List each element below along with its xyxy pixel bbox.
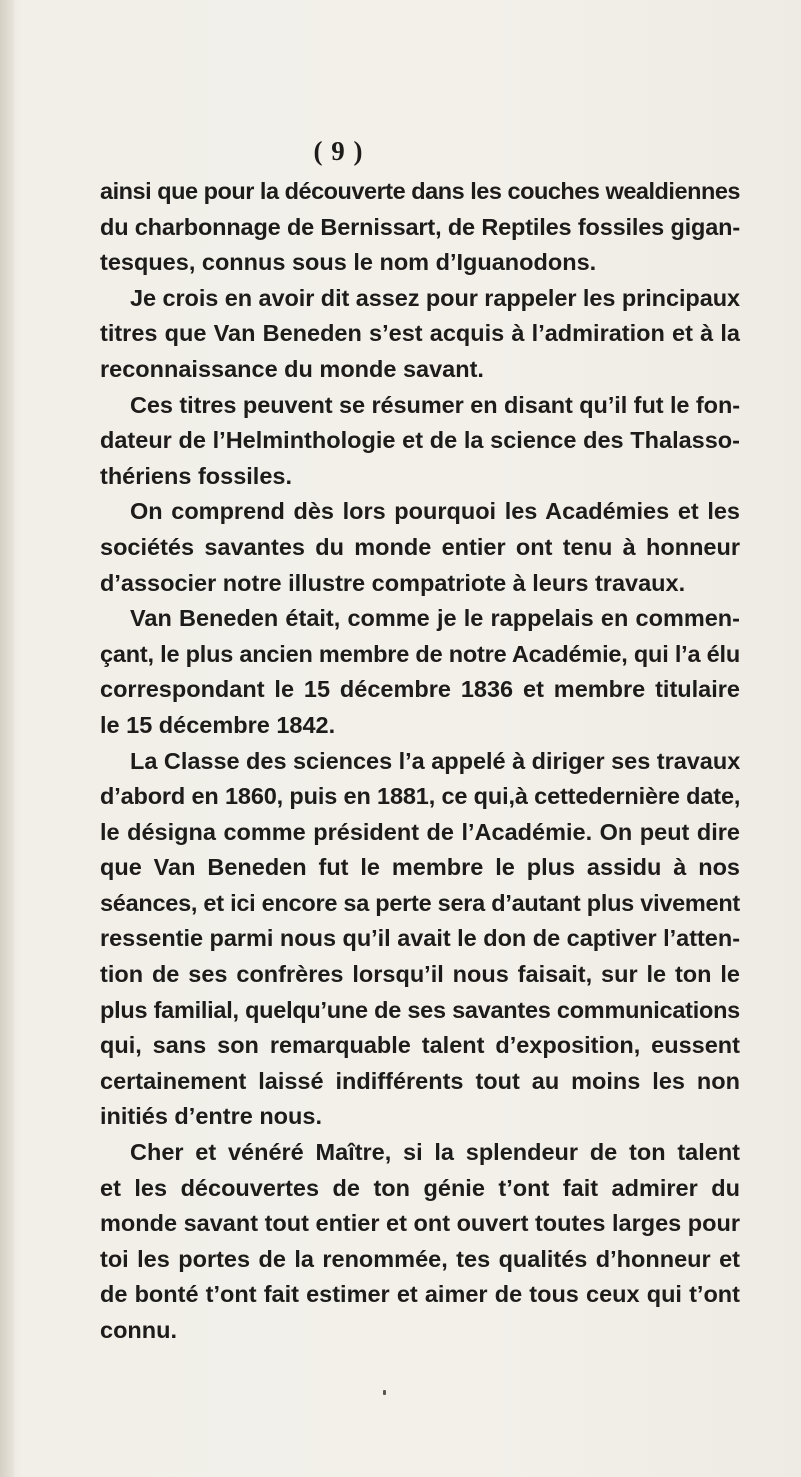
text-line: le 15 décembre 1842. [100,711,336,738]
text-line: monde savant tout entier et ont ouvert toutes larges pour [100,1210,740,1237]
text-line: reconnaissance du monde savant. [100,355,484,382]
text-line: Cher et vénéré Maître, si la splendeur de ton talent [130,1139,740,1166]
text-line: thériens fossiles. [100,462,292,489]
text-line: On comprend dès lors pourquoi les Académies et les [130,498,740,525]
text-line: La Classe des sciences l’a appelé à diriger ses travaux [130,747,741,774]
text-line: ainsi que pour la découverte dans les couches wealdiennes [100,178,741,204]
text-line: correspondant le 15 décembre 1836 et membre titulaire [100,676,740,703]
text-line: plus familial, quelqu’une de ses savantes communications [100,996,740,1023]
binding-edge [0,0,14,1477]
text-line: que Van Beneden fut le membre le plus assidu à nos [100,854,740,881]
text-line: Van Beneden était, comme je le rappelais en commen- [130,605,740,632]
text-line: tion de ses confrères lorsqu’il nous faisait, sur le ton le [100,961,740,988]
text-line: çant, le plus ancien membre de notre Académie, qui l’a élu [100,640,740,667]
text-line: et les découvertes de ton génie t’ont fait admirer du [100,1174,740,1201]
text-line: de bonté t’ont fait estimer et aimer de tous ceux qui t’ont [100,1281,740,1308]
text-line: tesques, connus sous le nom d’Iguanodons. [100,249,597,276]
text-line: sociétés savantes du monde entier ont tenu à honneur [100,533,740,560]
text-line: initiés d’entre nous. [100,1103,322,1130]
text-line: certainement laissé indifférents tout au moins les non [100,1067,740,1094]
text-line: d’abord en 1860, puis en 1881, ce qui,à cettedernière date, [100,783,741,810]
text-line: le désigna comme président de l’Académie. On peut dire [100,818,740,845]
text-line: Ces titres peuvent se résumer en disant qu’il fut le fon- [130,391,740,418]
text-line: ressentie parmi nous qu’il avait le don de captiver l’atten- [100,925,741,952]
text-line: qui, sans son remarquable talent d’exposition, eussent [100,1032,740,1059]
text-line: connu. [100,1317,178,1343]
page-number [0,136,801,167]
text-line: titres que Van Beneden s’est acquis à l’admiration et à la [100,320,740,347]
text-line: d’associer notre illustre compatriote à leurs travaux. [100,569,686,596]
text-line: séances, et ici encore sa perte sera d’autant plus vivement [100,889,740,916]
page-number-text: ( 9 ) [313,136,364,166]
text-line: Je crois en avoir dit assez pour rappeler les principaux [130,284,740,311]
text-line: dateur de l’Helminthologie et de la science des Thalasso- [100,427,740,454]
print-speck [383,1390,386,1395]
text-line: toi les portes de la renommée, tes qualités d’honneur et [100,1245,740,1272]
text-line: du charbonnage de Bernissart, de Reptiles fossiles gigan- [100,213,740,240]
body-text [100,174,740,1349]
